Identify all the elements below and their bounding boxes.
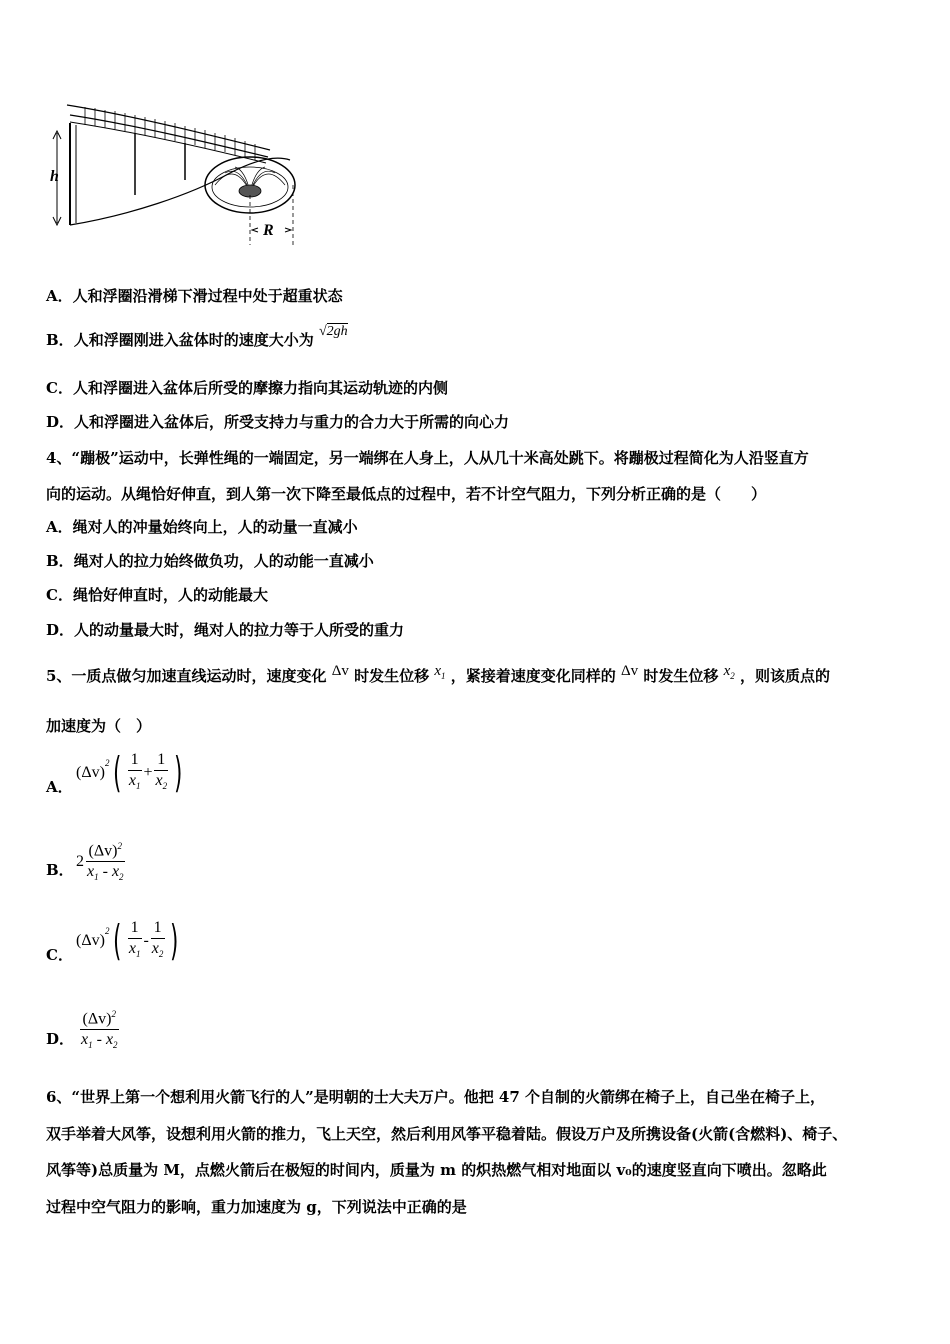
sqrt-2gh: √2gh bbox=[318, 324, 348, 339]
q4-option-c: C．绳恰好伸直时，人的动能最大 bbox=[46, 586, 268, 604]
q5-option-d-label: D． bbox=[46, 1030, 75, 1048]
q3-option-c: C．人和浮圈进入盆体后所受的摩擦力指向其运动轨迹的内侧 bbox=[46, 379, 448, 397]
q3-option-d: D．人和浮圈进入盆体后，所受支持力与重力的合力大于所需的向心力 bbox=[46, 413, 510, 431]
q6-stem-line1: 6、“世界上第一个想利用火箭飞行的人”是明朝的士大夫万户。他把 47 个自制的火箭绑在椅子上，自己坐在椅子上， bbox=[46, 1088, 826, 1106]
q6-stem-line4: 过程中空气阻力的影响，重力加速度为 g，下列说法中正确的是 bbox=[46, 1198, 467, 1216]
q5-option-a-formula: (Δv) $^2$ ( $\frac{1}{x_1}$ + $\frac{1}{x_2}$ ) bbox=[76, 748, 183, 798]
q5-stem-line1: 5、一质点做匀加速直线运动时，速度变化 Δv 时发生位移 $x_1$ ，紧接着速度变化同样的 Δv 时发生位移 $x_2$ ，则该质点的 bbox=[46, 663, 831, 685]
q5-option-b-label: B． bbox=[46, 861, 74, 879]
q4-option-a: A．绳对人的冲量始终向上，人的动量一直减小 bbox=[46, 518, 358, 536]
q4-option-b: B．绳对人的拉力始终做负功，人的动能一直减小 bbox=[46, 552, 374, 570]
q5-stem-line2: 加速度为（ ） bbox=[46, 717, 152, 735]
radius-label: R bbox=[263, 222, 274, 239]
q5-option-c-formula: (Δv) $^2$ ( $\frac{1}{x_1}$ - $\frac{1}{x_2}$ ) bbox=[76, 916, 179, 966]
water-slide-figure bbox=[40, 95, 310, 250]
q6-stem-line2: 双手举着大风筝，设想利用火箭的推力，飞上天空，然后利用风筝平稳着陆。假设万户及所携设备(火箭(含燃料)、椅子、 bbox=[46, 1125, 848, 1143]
q3-option-b: B．人和浮圈刚进入盆体时的速度大小为 √2gh bbox=[46, 324, 348, 349]
q6-stem-line3: 风筝等)总质量为 M，点燃火箭后在极短的时间内，质量为 m 的炽热燃气相对地面以 v₀的速度竖直向下喷出。忽略此 bbox=[46, 1161, 827, 1179]
q5-option-b-formula: 2 $\frac{(\Delta v)^2}{x_1 - x_2}$ bbox=[76, 836, 127, 888]
q5-option-d-formula: $\frac{(\Delta v)^2}{x_1 - x_2}$ bbox=[78, 1004, 121, 1056]
height-label: h bbox=[50, 168, 59, 185]
q4-stem-line1: 4、“蹦极”运动中，长弹性绳的一端固定，另一端绑在人身上，人从几十米高处跳下。将蹦极过程简化为人沿竖直方 bbox=[46, 449, 809, 467]
q3-option-a: A．人和浮圈沿滑梯下滑过程中处于超重状态 bbox=[46, 287, 343, 305]
q4-stem-line2: 向的运动。从绳恰好伸直，到人第一次下降至最低点的过程中，若不计空气阻力，下列分析正确的是（ ） bbox=[46, 485, 767, 503]
q4-option-d: D．人的动量最大时，绳对人的拉力等于人所受的重力 bbox=[46, 621, 405, 639]
q5-option-a-label: A． bbox=[46, 778, 73, 796]
q5-option-c-label: C． bbox=[46, 946, 73, 964]
